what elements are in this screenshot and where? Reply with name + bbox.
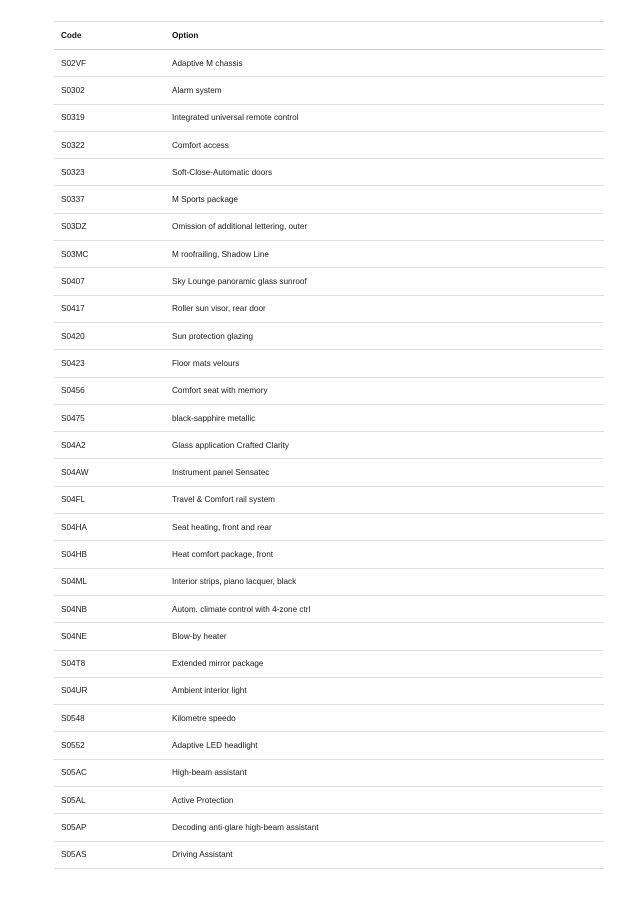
table-row [54, 787, 604, 814]
option-code: S04T8 [54, 650, 165, 677]
option-description: Travel & Comfort rail system [165, 486, 604, 513]
table-row [54, 623, 604, 650]
option-code: S0420 [54, 322, 165, 349]
table-row [54, 732, 604, 759]
table-row [54, 50, 604, 77]
option-code: S04NE [54, 623, 165, 650]
option-description: Integrated universal remote control [165, 104, 604, 131]
option-description: Active Protection [165, 787, 604, 814]
table-row [54, 486, 604, 513]
table-row [54, 241, 604, 268]
column-header-option: Option [165, 22, 604, 50]
option-code: S0456 [54, 377, 165, 404]
option-code: S0548 [54, 705, 165, 732]
table-row [54, 705, 604, 732]
option-code: S0319 [54, 104, 165, 131]
table-row [54, 514, 604, 541]
option-code: S02VF [54, 50, 165, 77]
table-row [54, 432, 604, 459]
table-row [54, 677, 604, 704]
option-description: Heat comfort package, front [165, 541, 604, 568]
option-description: Adaptive M chassis [165, 50, 604, 77]
option-description: Sky Lounge panoramic glass sunroof [165, 268, 604, 295]
column-header-code: Code [54, 22, 165, 50]
option-code: S0322 [54, 131, 165, 158]
option-description: Soft-Close-Automatic doors [165, 159, 604, 186]
option-code: S04A2 [54, 432, 165, 459]
option-code: S04HA [54, 514, 165, 541]
option-code: S05AC [54, 759, 165, 786]
option-code: S04FL [54, 486, 165, 513]
option-description: Extended mirror package [165, 650, 604, 677]
option-code: S04AW [54, 459, 165, 486]
option-description: Comfort access [165, 131, 604, 158]
table-row [54, 159, 604, 186]
option-code: S0552 [54, 732, 165, 759]
table-row [54, 350, 604, 377]
option-description: M Sports package [165, 186, 604, 213]
table-row [54, 459, 604, 486]
table-row [54, 814, 604, 841]
option-description: Sun protection glazing [165, 322, 604, 349]
option-code: S03MC [54, 241, 165, 268]
option-code: S0423 [54, 350, 165, 377]
option-code: S0337 [54, 186, 165, 213]
option-code: S04NB [54, 595, 165, 622]
option-code: S05AP [54, 814, 165, 841]
table-row [54, 759, 604, 786]
option-code: S0417 [54, 295, 165, 322]
table-row [54, 77, 604, 104]
table-row [54, 541, 604, 568]
option-code: S05AL [54, 787, 165, 814]
option-description: Glass application Crafted Clarity [165, 432, 604, 459]
option-description: Driving Assistant [165, 841, 604, 868]
option-description: Comfort seat with memory [165, 377, 604, 404]
option-description: Alarm system [165, 77, 604, 104]
option-description: High-beam assistant [165, 759, 604, 786]
option-code: S0407 [54, 268, 165, 295]
option-description: Seat heating, front and rear [165, 514, 604, 541]
option-description: Omission of additional lettering, outer [165, 213, 604, 240]
option-description: Adaptive LED headlight [165, 732, 604, 759]
options-table [54, 21, 604, 869]
option-code: S04UR [54, 677, 165, 704]
table-row [54, 568, 604, 595]
option-description: Autom. climate control with 4-zone ctrl [165, 595, 604, 622]
option-description: Roller sun visor, rear door [165, 295, 604, 322]
table-row [54, 268, 604, 295]
table-header [54, 22, 604, 50]
option-code: S04HB [54, 541, 165, 568]
option-description: Interior strips, piano lacquer, black [165, 568, 604, 595]
option-code: S03DZ [54, 213, 165, 240]
option-description: Blow-by heater [165, 623, 604, 650]
options-table-container [54, 21, 604, 869]
option-code: S05AS [54, 841, 165, 868]
option-description: Instrument panel Sensatec [165, 459, 604, 486]
table-row [54, 377, 604, 404]
header-row [54, 22, 604, 50]
table-row [54, 322, 604, 349]
option-description: Floor mats velours [165, 350, 604, 377]
table-row [54, 186, 604, 213]
table-body [54, 50, 604, 869]
table-row [54, 404, 604, 431]
table-row [54, 213, 604, 240]
option-code: S04ML [54, 568, 165, 595]
table-row [54, 841, 604, 868]
table-row [54, 104, 604, 131]
option-code: S0323 [54, 159, 165, 186]
option-description: Ambient interior light [165, 677, 604, 704]
option-description: black-sapphire metallic [165, 404, 604, 431]
option-description: Kilometre speedo [165, 705, 604, 732]
option-description: Decoding anti-glare high-beam assistant [165, 814, 604, 841]
table-row [54, 650, 604, 677]
table-row [54, 131, 604, 158]
table-row [54, 295, 604, 322]
option-code: S0302 [54, 77, 165, 104]
option-description: M roofrailing, Shadow Line [165, 241, 604, 268]
table-row [54, 595, 604, 622]
option-code: S0475 [54, 404, 165, 431]
